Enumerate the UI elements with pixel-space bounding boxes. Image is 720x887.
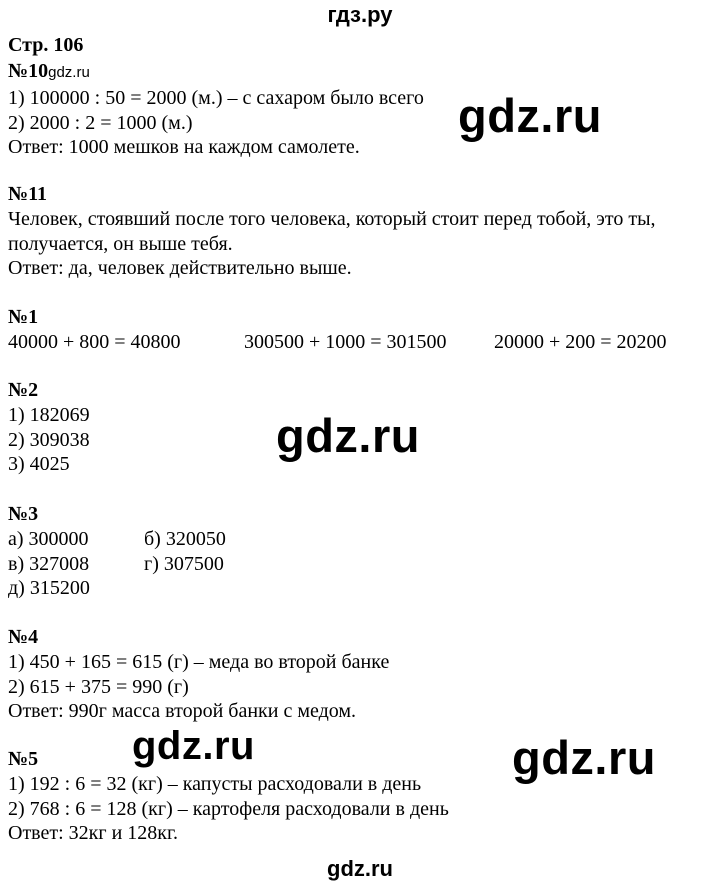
task-4-heading: №4 xyxy=(8,626,39,648)
task-4-answer: Ответ: 990г масса второй банки с медом. xyxy=(8,700,357,723)
site-footer: gdz.ru xyxy=(327,856,393,881)
watermark: gdz.ru xyxy=(458,89,602,142)
watermark: gdz.ru xyxy=(512,731,656,784)
watermark: gdz.ru xyxy=(276,409,420,462)
watermark: gdz.ru xyxy=(132,724,255,768)
task-10-line-1: 1) 100000 : 50 = 2000 (м.) – с сахаром было всего xyxy=(8,86,424,109)
task-1-row xyxy=(8,330,714,355)
task-3-item: г) 307500 xyxy=(144,552,224,575)
task-3-row xyxy=(8,552,304,577)
task-3-item: а) 300000 xyxy=(8,527,89,550)
task-3-item: б) 320050 xyxy=(144,527,226,550)
task-10 xyxy=(8,59,424,160)
task-1 xyxy=(8,305,714,355)
task-1-item: 40000 + 800 = 40800 xyxy=(8,330,181,353)
task-5-answer: Ответ: 32кг и 128кг. xyxy=(8,822,178,845)
task-2-heading: №2 xyxy=(8,379,39,401)
task-1-heading: №1 xyxy=(8,306,39,328)
heading-watermark: gdz.ru xyxy=(48,64,90,81)
task-2 xyxy=(8,378,90,477)
task-3-heading: №3 xyxy=(8,503,39,525)
task-11-answer: Ответ: да, человек действительно выше. xyxy=(8,257,352,280)
task-5-heading: №5 xyxy=(8,748,39,770)
site-header: гдз.ру xyxy=(327,2,393,27)
task-11-line-2: получается, он выше тебя. xyxy=(8,232,233,255)
task-4-line-1: 1) 450 + 165 = 615 (г) – меда во второй банке xyxy=(8,650,390,673)
task-5-line-2: 2) 768 : 6 = 128 (кг) – картофеля расходовали в день xyxy=(8,797,449,820)
page-title: Стр. 106 xyxy=(8,34,84,56)
task-3-row xyxy=(8,576,304,601)
task-11 xyxy=(8,182,656,281)
task-10-answer: Ответ: 1000 мешков на каждом самолете. xyxy=(8,136,360,159)
task-5-line-1: 1) 192 : 6 = 32 (кг) – капусты расходовали в день xyxy=(8,772,422,795)
task-3-item: д) 315200 xyxy=(8,577,90,600)
task-4-line-2: 2) 615 + 375 = 990 (г) xyxy=(8,675,189,698)
task-3-item: в) 327008 xyxy=(8,552,90,575)
task-10-line-2: 2) 2000 : 2 = 1000 (м.) xyxy=(8,111,193,134)
task-4 xyxy=(8,625,389,724)
task-3-row xyxy=(8,527,304,552)
task-11-heading: №11 xyxy=(8,183,47,205)
task-2-line-2: 2) 309038 xyxy=(8,428,90,451)
task-11-line-1: Человек, стоявший после того человека, который стоит перед тобой, это ты, xyxy=(8,207,656,230)
task-1-item: 300500 + 1000 = 301500 xyxy=(244,330,447,353)
task-10-heading: №10gdz.ru xyxy=(8,60,90,82)
task-2-line-1: 1) 182069 xyxy=(8,403,90,426)
task-3 xyxy=(8,502,304,601)
task-2-line-3: 3) 4025 xyxy=(8,453,70,476)
task-1-item: 20000 + 200 = 20200 xyxy=(494,330,667,353)
